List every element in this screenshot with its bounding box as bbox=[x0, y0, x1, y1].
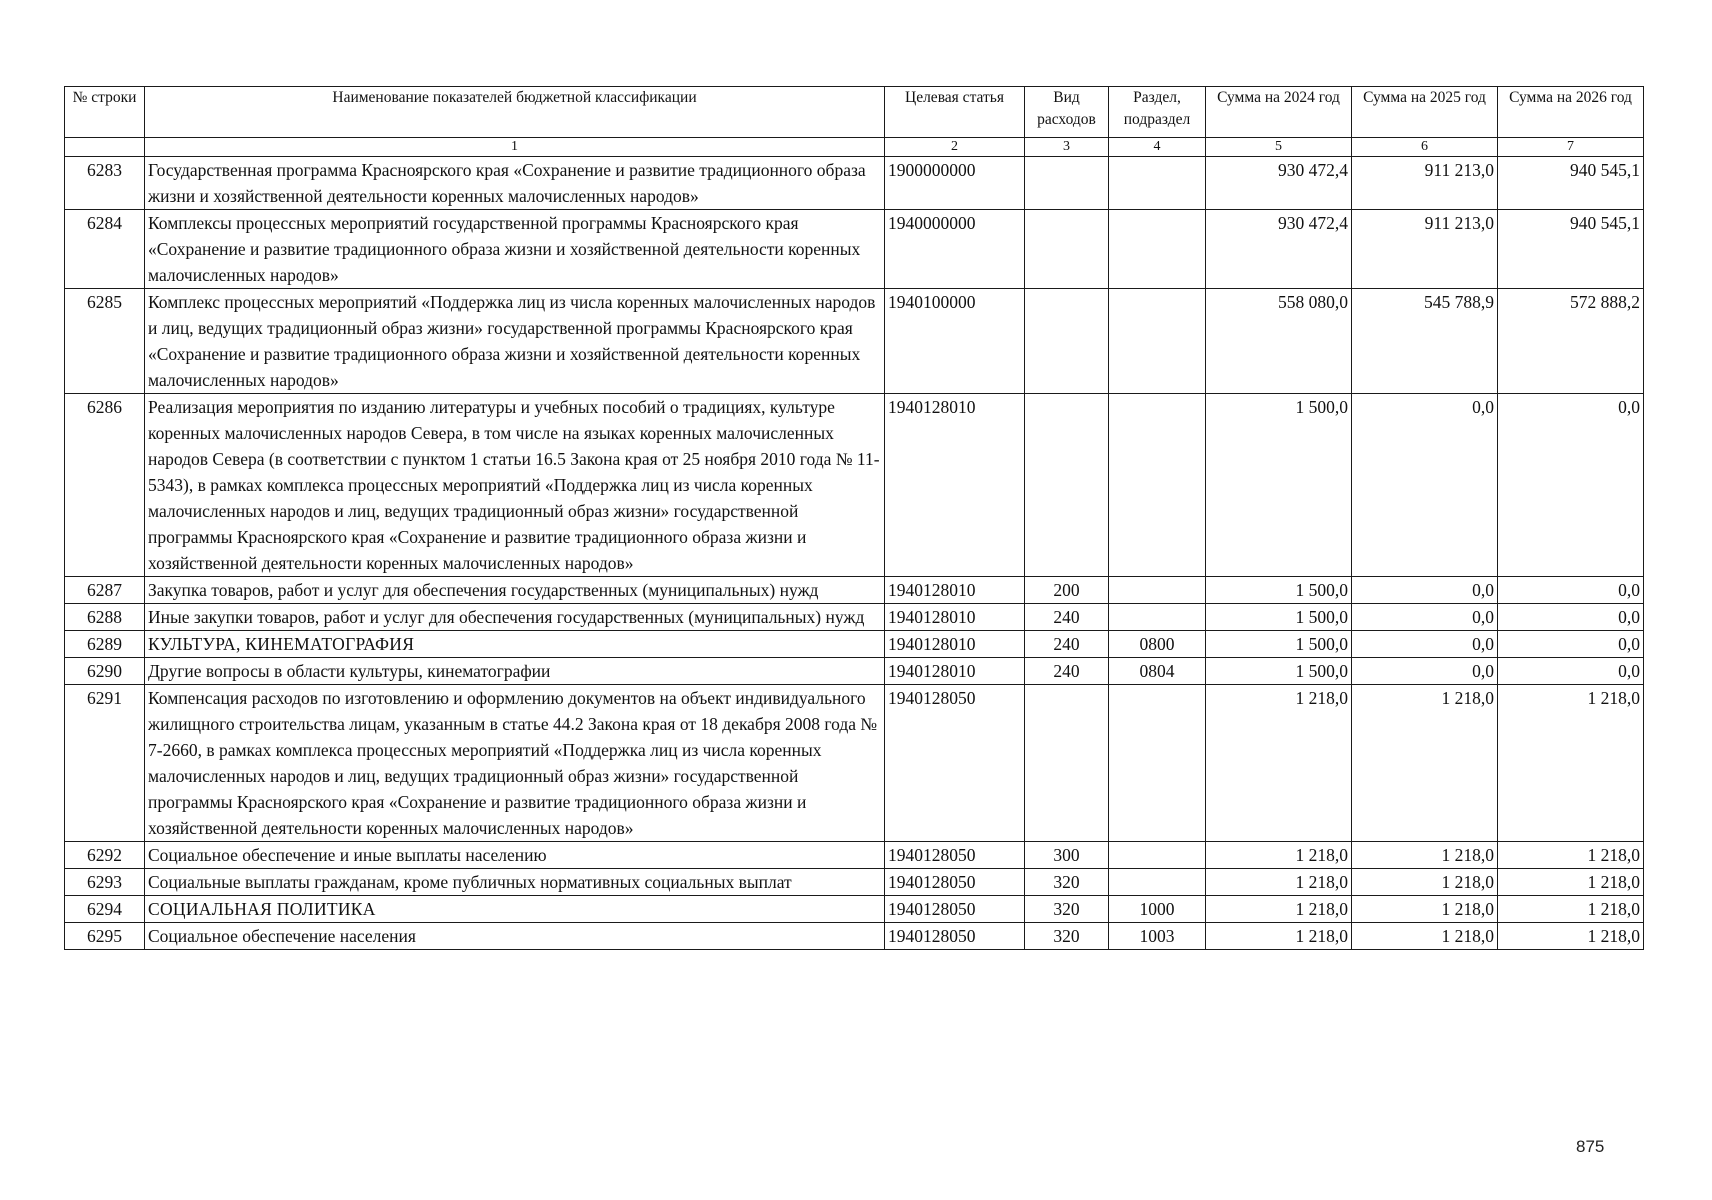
indicator-name: Компенсация расходов по изготовлению и оформлению документов на объект индивидуального жилищного строительства лицам, указанным в статье 44.2 Закона края от 18 декабря 2008 года № 7-2660, в рамках комплекса процессных мероприятий «Поддержка лиц из числа коренных малочисленных народов и лиц, ведущих традиционный образ жизни» государственной программы Красноярского края «Сохранение и развитие традиционного образа жизни и хозяйственной деятельности коренных малочисленных народов» bbox=[145, 685, 885, 842]
sum-2024: 1 500,0 bbox=[1206, 577, 1352, 604]
column-number-blank bbox=[65, 138, 145, 157]
sum-2026: 572 888,2 bbox=[1498, 289, 1644, 394]
section-subsection bbox=[1109, 685, 1206, 842]
expense-type: 240 bbox=[1025, 658, 1109, 685]
target-article: 1940128010 bbox=[885, 631, 1025, 658]
table-row bbox=[65, 842, 1644, 869]
section-subsection bbox=[1109, 394, 1206, 577]
sum-2025: 1 218,0 bbox=[1352, 869, 1498, 896]
section-subsection bbox=[1109, 604, 1206, 631]
expense-type: 200 bbox=[1025, 577, 1109, 604]
row-number: 6285 bbox=[65, 289, 145, 394]
header-row bbox=[65, 87, 1644, 138]
sum-2024: 1 500,0 bbox=[1206, 631, 1352, 658]
sum-2025: 1 218,0 bbox=[1352, 842, 1498, 869]
row-number: 6286 bbox=[65, 394, 145, 577]
column-number: 7 bbox=[1498, 138, 1644, 157]
indicator-name: Комплекс процессных мероприятий «Поддержка лиц из числа коренных малочисленных народов и лиц, ведущих традиционный образ жизни» государственной программы Красноярского края «Сохранение и развитие традиционного образа жизни и хозяйственной деятельности коренных малочисленных народов» bbox=[145, 289, 885, 394]
sum-2026: 0,0 bbox=[1498, 577, 1644, 604]
section-subsection bbox=[1109, 289, 1206, 394]
table-row bbox=[65, 631, 1644, 658]
table-row bbox=[65, 685, 1644, 842]
sum-2025: 1 218,0 bbox=[1352, 896, 1498, 923]
indicator-name: Реализация мероприятия по изданию литературы и учебных пособий о традициях, культуре коренных малочисленных народов Севера, в том числе на языках коренных малочисленных народов Севера (в соответствии с пунктом 1 статьи 16.5 Закона края от 25 ноября 2010 года № 11-5343), в рамках комплекса процессных мероприятий «Поддержка лиц из числа коренных малочисленных народов и лиц, ведущих традиционный образ жизни» государственной программы Красноярского края «Сохранение и развитие традиционного образа жизни и хозяйственной деятельности коренных малочисленных народов» bbox=[145, 394, 885, 577]
sum-2025: 0,0 bbox=[1352, 577, 1498, 604]
sum-2024: 930 472,4 bbox=[1206, 210, 1352, 289]
sum-2024: 1 500,0 bbox=[1206, 658, 1352, 685]
sum-2025: 0,0 bbox=[1352, 658, 1498, 685]
indicator-name: КУЛЬТУРА, КИНЕМАТОГРАФИЯ bbox=[145, 631, 885, 658]
expense-type: 240 bbox=[1025, 604, 1109, 631]
indicator-name: Государственная программа Красноярского края «Сохранение и развитие традиционного образа жизни и хозяйственной деятельности коренных малочисленных народов» bbox=[145, 157, 885, 210]
sum-2024: 1 500,0 bbox=[1206, 604, 1352, 631]
header-indicator-name: Наименование показателей бюджетной классификации bbox=[145, 87, 885, 138]
sum-2025: 911 213,0 bbox=[1352, 157, 1498, 210]
target-article: 1940128050 bbox=[885, 842, 1025, 869]
sum-2025: 911 213,0 bbox=[1352, 210, 1498, 289]
row-number: 6293 bbox=[65, 869, 145, 896]
row-number: 6295 bbox=[65, 923, 145, 950]
section-subsection bbox=[1109, 577, 1206, 604]
sum-2026: 0,0 bbox=[1498, 394, 1644, 577]
sum-2024: 1 218,0 bbox=[1206, 869, 1352, 896]
target-article: 1940128010 bbox=[885, 604, 1025, 631]
table-row bbox=[65, 210, 1644, 289]
sum-2026: 0,0 bbox=[1498, 658, 1644, 685]
sum-2024: 558 080,0 bbox=[1206, 289, 1352, 394]
table-row bbox=[65, 923, 1644, 950]
sum-2025: 0,0 bbox=[1352, 631, 1498, 658]
target-article: 1940128050 bbox=[885, 685, 1025, 842]
row-number: 6284 bbox=[65, 210, 145, 289]
page-number: 875 bbox=[1576, 1137, 1605, 1156]
expense-type: 240 bbox=[1025, 631, 1109, 658]
sum-2026: 1 218,0 bbox=[1498, 685, 1644, 842]
sum-2026: 0,0 bbox=[1498, 631, 1644, 658]
sum-2024: 930 472,4 bbox=[1206, 157, 1352, 210]
sum-2026: 1 218,0 bbox=[1498, 923, 1644, 950]
header-sum-2025: Сумма на 2025 год bbox=[1352, 87, 1498, 138]
row-number: 6290 bbox=[65, 658, 145, 685]
column-number: 2 bbox=[885, 138, 1025, 157]
sum-2025: 545 788,9 bbox=[1352, 289, 1498, 394]
sum-2026: 1 218,0 bbox=[1498, 869, 1644, 896]
row-number: 6291 bbox=[65, 685, 145, 842]
section-subsection bbox=[1109, 869, 1206, 896]
target-article: 1940100000 bbox=[885, 289, 1025, 394]
sum-2024: 1 218,0 bbox=[1206, 896, 1352, 923]
row-number: 6292 bbox=[65, 842, 145, 869]
sum-2026: 940 545,1 bbox=[1498, 210, 1644, 289]
row-number: 6294 bbox=[65, 896, 145, 923]
column-number: 3 bbox=[1025, 138, 1109, 157]
target-article: 1940000000 bbox=[885, 210, 1025, 289]
section-subsection: 1003 bbox=[1109, 923, 1206, 950]
budget-table-page bbox=[64, 86, 1644, 950]
expense-type bbox=[1025, 157, 1109, 210]
indicator-name: Социальное обеспечение населения bbox=[145, 923, 885, 950]
sum-2025: 0,0 bbox=[1352, 394, 1498, 577]
expense-type bbox=[1025, 289, 1109, 394]
table-row bbox=[65, 394, 1644, 577]
sum-2026: 940 545,1 bbox=[1498, 157, 1644, 210]
table-row bbox=[65, 577, 1644, 604]
sum-2025: 0,0 bbox=[1352, 604, 1498, 631]
table-row bbox=[65, 869, 1644, 896]
column-number: 6 bbox=[1352, 138, 1498, 157]
indicator-name: Закупка товаров, работ и услуг для обеспечения государственных (муниципальных) нужд bbox=[145, 577, 885, 604]
table-row bbox=[65, 157, 1644, 210]
expense-type bbox=[1025, 394, 1109, 577]
header-row-number: № строки bbox=[65, 87, 145, 138]
section-subsection: 0804 bbox=[1109, 658, 1206, 685]
indicator-name: Другие вопросы в области культуры, кинематографии bbox=[145, 658, 885, 685]
column-number-row bbox=[65, 138, 1644, 157]
indicator-name: Иные закупки товаров, работ и услуг для обеспечения государственных (муниципальных) нужд bbox=[145, 604, 885, 631]
sum-2026: 0,0 bbox=[1498, 604, 1644, 631]
table-row bbox=[65, 289, 1644, 394]
table-row bbox=[65, 658, 1644, 685]
header-section-subsection: Раздел, подраздел bbox=[1109, 87, 1206, 138]
expense-type: 300 bbox=[1025, 842, 1109, 869]
expense-type: 320 bbox=[1025, 896, 1109, 923]
expense-type: 320 bbox=[1025, 869, 1109, 896]
sum-2024: 1 500,0 bbox=[1206, 394, 1352, 577]
header-sum-2024: Сумма на 2024 год bbox=[1206, 87, 1352, 138]
indicator-name: Социальное обеспечение и иные выплаты населению bbox=[145, 842, 885, 869]
row-number: 6288 bbox=[65, 604, 145, 631]
sum-2024: 1 218,0 bbox=[1206, 685, 1352, 842]
section-subsection: 1000 bbox=[1109, 896, 1206, 923]
sum-2026: 1 218,0 bbox=[1498, 896, 1644, 923]
header-sum-2026: Сумма на 2026 год bbox=[1498, 87, 1644, 138]
indicator-name: Комплексы процессных мероприятий государственной программы Красноярского края «Сохранение и развитие традиционного образа жизни и хозяйственной деятельности коренных малочисленных народов» bbox=[145, 210, 885, 289]
expense-type: 320 bbox=[1025, 923, 1109, 950]
section-subsection bbox=[1109, 157, 1206, 210]
table-row bbox=[65, 604, 1644, 631]
row-number: 6283 bbox=[65, 157, 145, 210]
indicator-name: Социальные выплаты гражданам, кроме публичных нормативных социальных выплат bbox=[145, 869, 885, 896]
sum-2024: 1 218,0 bbox=[1206, 923, 1352, 950]
target-article: 1940128010 bbox=[885, 658, 1025, 685]
target-article: 1940128050 bbox=[885, 923, 1025, 950]
expense-type bbox=[1025, 685, 1109, 842]
section-subsection bbox=[1109, 842, 1206, 869]
target-article: 1940128050 bbox=[885, 869, 1025, 896]
sum-2025: 1 218,0 bbox=[1352, 685, 1498, 842]
section-subsection bbox=[1109, 210, 1206, 289]
column-number: 5 bbox=[1206, 138, 1352, 157]
section-subsection: 0800 bbox=[1109, 631, 1206, 658]
sum-2024: 1 218,0 bbox=[1206, 842, 1352, 869]
expense-type bbox=[1025, 210, 1109, 289]
indicator-name: СОЦИАЛЬНАЯ ПОЛИТИКА bbox=[145, 896, 885, 923]
target-article: 1940128050 bbox=[885, 896, 1025, 923]
column-number: 1 bbox=[145, 138, 885, 157]
target-article: 1940128010 bbox=[885, 577, 1025, 604]
table-row bbox=[65, 896, 1644, 923]
row-number: 6289 bbox=[65, 631, 145, 658]
sum-2025: 1 218,0 bbox=[1352, 923, 1498, 950]
column-number: 4 bbox=[1109, 138, 1206, 157]
budget-table bbox=[64, 86, 1644, 950]
row-number: 6287 bbox=[65, 577, 145, 604]
header-expense-type: Вид расходов bbox=[1025, 87, 1109, 138]
target-article: 1940128010 bbox=[885, 394, 1025, 577]
target-article: 1900000000 bbox=[885, 157, 1025, 210]
sum-2026: 1 218,0 bbox=[1498, 842, 1644, 869]
header-target-article: Целевая статья bbox=[885, 87, 1025, 138]
